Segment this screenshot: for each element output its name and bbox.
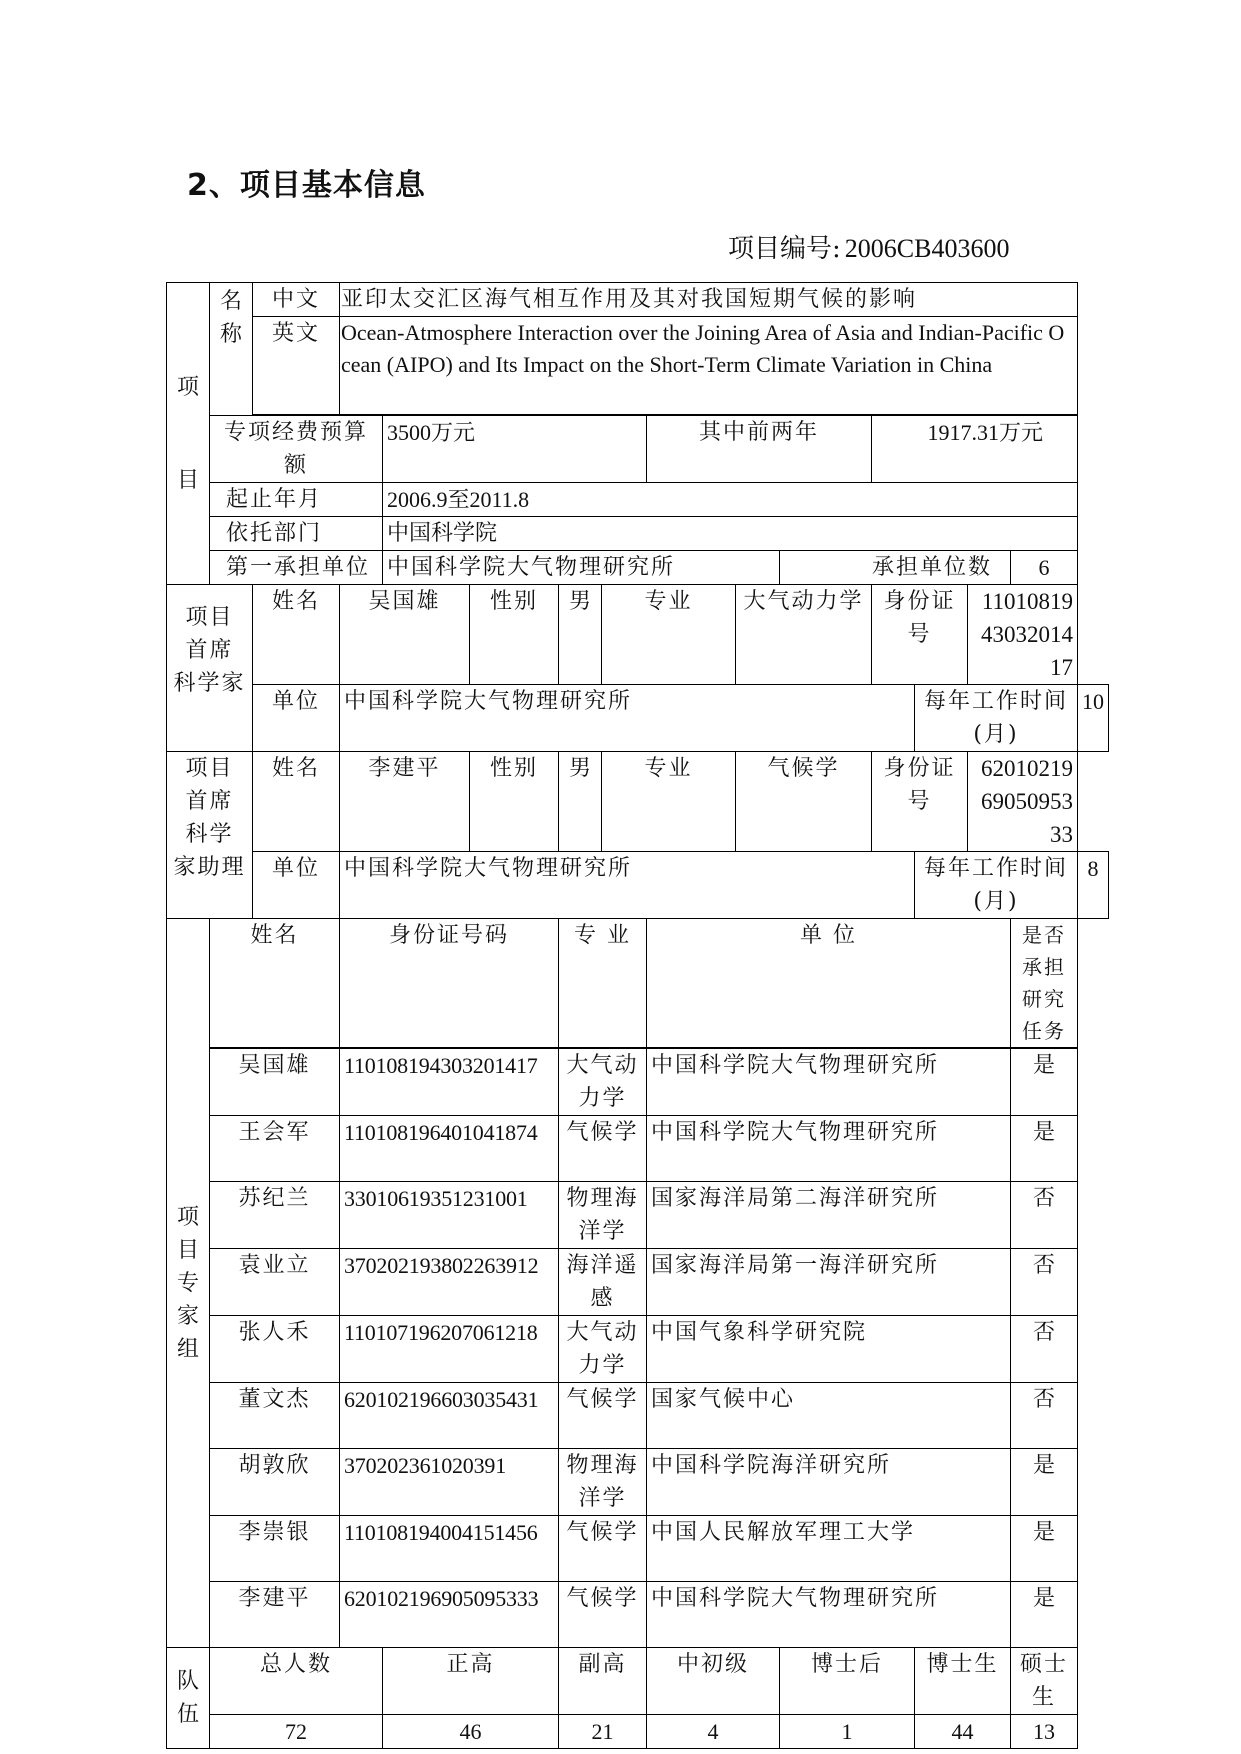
assistant-gender-label: 性别 (470, 752, 559, 852)
expert-task: 是 (1011, 1048, 1078, 1116)
project-group-char-2: 目 (176, 467, 199, 493)
team-phd: 44 (915, 1715, 1011, 1749)
chief-gender-label: 性别 (470, 585, 559, 685)
expert-name: 张人禾 (210, 1316, 340, 1383)
team-total: 72 (210, 1715, 383, 1749)
cn-project-name: 亚印太交汇区海气相互作用及其对我国短期气候的影响 (340, 283, 1078, 317)
chief-work-time-label: 每年工作时间(月) (915, 685, 1078, 752)
expert-unit: 中国科学院大气物理研究所 (647, 1048, 1011, 1116)
project-code (724, 228, 1009, 265)
expert-name: 董文杰 (210, 1383, 340, 1449)
section-title: 2、项目基本信息 (187, 168, 426, 203)
assistant-gender: 男 (559, 752, 602, 852)
team-junior: 4 (647, 1715, 780, 1749)
expert-name: 李崇银 (210, 1516, 340, 1582)
period-value: 2006.9至2011.8 (383, 483, 1078, 517)
table-row (167, 1516, 1109, 1582)
expert-unit: 国家海洋局第一海洋研究所 (647, 1249, 1011, 1316)
assistant-label: 项目 首席 科学 家助理 (167, 752, 253, 919)
expert-task: 否 (1011, 1249, 1078, 1316)
expert-header-name: 姓名 (210, 919, 340, 1049)
chief-major: 大气动力学 (736, 585, 872, 685)
assistant-work-time-label: 每年工作时间(月) (915, 852, 1078, 919)
unit-count-label: 承担单位数 (780, 551, 1011, 585)
period-label: 起止年月 (210, 483, 383, 517)
expert-header-id: 身份证号码 (340, 919, 559, 1049)
table-row (167, 1316, 1109, 1383)
expert-id: 370202361020391 (340, 1449, 559, 1516)
chief-name-label: 姓名 (253, 585, 340, 685)
expert-id: 620102196905095333 (340, 1582, 559, 1648)
team-header-postdoc: 博士后 (780, 1648, 915, 1715)
expert-name: 吴国雄 (210, 1048, 340, 1116)
assistant-work-months: 8 (1078, 852, 1109, 919)
expert-major: 气候学 (559, 1582, 647, 1648)
chief-unit: 中国科学院大气物理研究所 (340, 685, 915, 752)
expert-header-unit: 单 位 (647, 919, 1011, 1049)
assistant-major: 气候学 (736, 752, 872, 852)
chief-work-months: 10 (1078, 685, 1109, 752)
team-header-senior: 正高 (383, 1648, 559, 1715)
expert-major: 海洋遥感 (559, 1249, 647, 1316)
team-master: 13 (1011, 1715, 1078, 1749)
team-group-label: 队 伍 (167, 1648, 210, 1749)
table-row (167, 1449, 1109, 1516)
project-group-char-1: 项 (176, 374, 199, 400)
team-header-total: 总人数 (210, 1648, 383, 1715)
first-unit-value: 中国科学院大气物理研究所 (383, 551, 780, 585)
expert-unit: 中国科学院海洋研究所 (647, 1449, 1011, 1516)
expert-name: 王会军 (210, 1116, 340, 1182)
expert-major: 物理海洋学 (559, 1449, 647, 1516)
assistant-major-label: 专业 (602, 752, 736, 852)
expert-task: 否 (1011, 1182, 1078, 1249)
table-row (167, 1048, 1109, 1116)
table-row (167, 1182, 1109, 1249)
first-two-years-value: 1917.31万元 (872, 416, 1078, 483)
expert-task: 是 (1011, 1516, 1078, 1582)
chief-name: 吴国雄 (340, 585, 470, 685)
expert-task: 是 (1011, 1116, 1078, 1182)
chief-unit-label: 单位 (253, 685, 340, 752)
budget-value: 3500万元 (383, 416, 647, 483)
assistant-id-label: 身份证号 (872, 752, 968, 852)
expert-id: 110108194303201417 (340, 1048, 559, 1116)
team-postdoc: 1 (780, 1715, 915, 1749)
expert-id: 110107196207061218 (340, 1316, 559, 1383)
first-two-years-label: 其中前两年 (647, 416, 872, 483)
expert-major: 大气动力学 (559, 1048, 647, 1116)
expert-id: 110108196401041874 (340, 1116, 559, 1182)
expert-name: 苏纪兰 (210, 1182, 340, 1249)
expert-id: 370202193802263912 (340, 1249, 559, 1316)
project-info-table (166, 282, 1109, 1749)
expert-name: 袁业立 (210, 1249, 340, 1316)
team-header-phd: 博士生 (915, 1648, 1011, 1715)
expert-task: 否 (1011, 1316, 1078, 1383)
dept-label: 依托部门 (210, 517, 383, 551)
chief-id: 110108194303201417 (968, 585, 1078, 685)
table-row (167, 1116, 1109, 1182)
table-row (167, 1582, 1109, 1648)
expert-id: 620102196603035431 (340, 1383, 559, 1449)
first-unit-label: 第一承担单位 (210, 551, 383, 585)
budget-label: 专项经费预算额 (210, 416, 383, 483)
assistant-unit-label: 单位 (253, 852, 340, 919)
table-row (167, 1383, 1109, 1449)
chief-id-label: 身份证号 (872, 585, 968, 685)
table-row (167, 1249, 1109, 1316)
expert-id: 33010619351231001 (340, 1182, 559, 1249)
assistant-id: 620102196905095333 (968, 752, 1078, 852)
expert-header-major: 专 业 (559, 919, 647, 1049)
team-header-associate: 副高 (559, 1648, 647, 1715)
expert-name: 胡敦欣 (210, 1449, 340, 1516)
expert-major: 气候学 (559, 1383, 647, 1449)
project-code-label: 项目编号: (728, 234, 841, 264)
en-project-name: Ocean-Atmosphere Interaction over the Joining Area of Asia and Indian-Pacific Ocean (AIPO) and Its Impact on the Short-Term Climate Variation in China (340, 317, 1078, 415)
project-code-value: 2006CB403600 (844, 234, 1010, 263)
expert-task: 否 (1011, 1383, 1078, 1449)
cn-label: 中文 (253, 283, 340, 317)
expert-unit: 国家海洋局第二海洋研究所 (647, 1182, 1011, 1249)
name-label: 名称 (210, 283, 253, 416)
expert-major: 物理海洋学 (559, 1182, 647, 1249)
expert-id: 110108194004151456 (340, 1516, 559, 1582)
team-associate: 21 (559, 1715, 647, 1749)
unit-count-value: 6 (1011, 551, 1078, 585)
expert-unit: 中国气象科学研究院 (647, 1316, 1011, 1383)
expert-unit: 中国科学院大气物理研究所 (647, 1582, 1011, 1648)
dept-value: 中国科学院 (383, 517, 1078, 551)
assistant-name-label: 姓名 (253, 752, 340, 852)
chief-major-label: 专业 (602, 585, 736, 685)
assistant-unit: 中国科学院大气物理研究所 (340, 852, 915, 919)
team-header-master: 硕士生 (1011, 1648, 1078, 1715)
en-label: 英文 (253, 317, 340, 415)
expert-unit: 中国科学院大气物理研究所 (647, 1116, 1011, 1182)
expert-name: 李建平 (210, 1582, 340, 1648)
team-header-junior: 中初级 (647, 1648, 780, 1715)
team-senior: 46 (383, 1715, 559, 1749)
expert-major: 大气动力学 (559, 1316, 647, 1383)
expert-task: 是 (1011, 1582, 1078, 1648)
expert-group-label: 项 目 专 家 组 (167, 919, 210, 1648)
chief-gender: 男 (559, 585, 602, 685)
project-group-label (167, 283, 210, 585)
expert-unit: 国家气候中心 (647, 1383, 1011, 1449)
expert-major: 气候学 (559, 1116, 647, 1182)
chief-scientist-label: 项目 首席 科学家 (167, 585, 253, 752)
expert-unit: 中国人民解放军理工大学 (647, 1516, 1011, 1582)
expert-major: 气候学 (559, 1516, 647, 1582)
expert-task: 是 (1011, 1449, 1078, 1516)
assistant-name: 李建平 (340, 752, 470, 852)
expert-header-task: 是否承担研究任务 (1011, 919, 1078, 1049)
